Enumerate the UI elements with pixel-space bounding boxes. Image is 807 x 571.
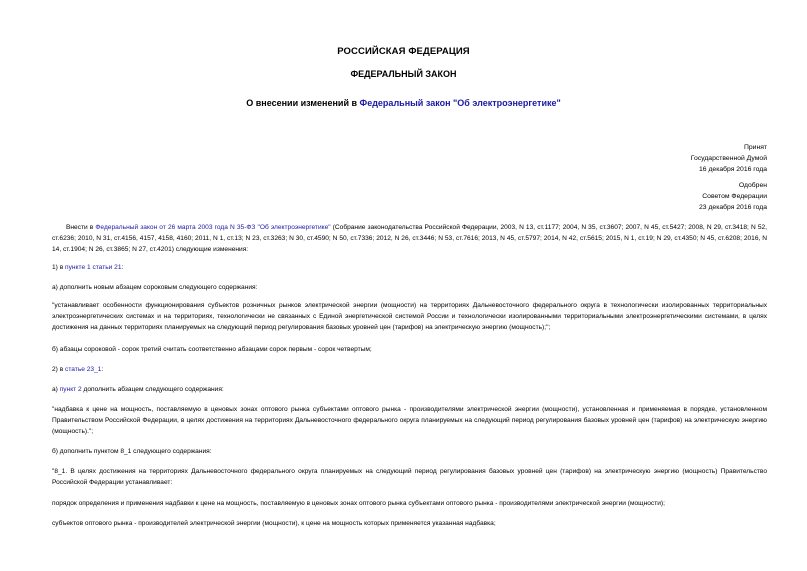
- item1a-paragraph: а) дополнить новым абзацем сороковым следующего содержания:: [52, 284, 258, 291]
- item1-prefix: 1) в: [52, 264, 66, 271]
- law-title-prefix: О внесении изменений в: [246, 98, 360, 108]
- adoption-duma-block: [567, 142, 767, 175]
- item2-suffix: :: [101, 366, 104, 373]
- item2-link[interactable]: статье 23_1: [65, 366, 102, 373]
- adoption-approved-date: 23 декабря 2016 года: [699, 204, 767, 211]
- law-type-heading: ФЕДЕРАЛЬНЫЙ ЗАКОН: [350, 69, 457, 79]
- item2-prefix: 2) в: [52, 366, 66, 373]
- adoption-accepted-body: Государственной Думой: [690, 155, 767, 162]
- item1a-quote-paragraph: "устанавливает особенности функционирования субъектов розничных рынков электрической энергии (мощности) на территориях Дальневосточного федерального округа в технологически изолированных территориальных электроэнергетических системах и на территориях, технологически не связанных с Единой энергетической системой России и технологически изолированными территориальными электроэнергетическими системами, в целях достижения на данных территориях планируемых на следующий период регулирования базовых уровней цен (тарифов) на электрическую энергию (мощность);";: [52, 302, 767, 331]
- item2b-paragraph: б) дополнить пунктом 8_1 следующего содержания:: [52, 448, 212, 455]
- subjects-paragraph: субъектов оптового рынка - производителей электрической энергии (мощности), к цене на мощность которых применяется указанная надбавка;: [52, 520, 496, 527]
- item2-paragraph: [52, 364, 767, 375]
- adoption-approved-body: Советом Федерации: [702, 193, 767, 200]
- item2a-quote-paragraph: "надбавка к цене на мощность, поставляемую в ценовых зонах оптового рынка субъектами оптового рынка - производителями электрической энергии (мощности), установленная и применяемая в порядке, установленном Правительством Российской Федерации, в целях достижения на территориях Дальневосточного федерального округа планируемых на следующий период регулирования базовых уровней цен (тарифов) на электрическую энергию (мощность).";: [52, 406, 767, 435]
- adoption-council-block: [567, 180, 767, 213]
- item2a-link[interactable]: пункт 2: [59, 386, 82, 393]
- item1-suffix: :: [121, 264, 124, 271]
- intro-prefix: Внести в: [66, 224, 96, 231]
- adoption-approved-label: Одобрен: [738, 182, 767, 189]
- order-paragraph: порядок определения и применения надбавки к цене на мощность, поставляемую в ценовых зонах оптового рынка субъектами оптового рынка - производителями электрической энергии (мощности);: [52, 500, 665, 507]
- intro-paragraph: [52, 222, 767, 255]
- adoption-accepted-label: Принят: [743, 144, 767, 151]
- law-title-link[interactable]: Федеральный закон "Об электроэнергетике": [359, 98, 561, 108]
- intro-rest: (Собрание законодательства Российской Федерации, 2003, N 13, ст.1177; 2004, N 35, ст.3607; 2007, N 45, ст.5427; 2008, N 29, ст.3418; N 52, ст.6236; 2010, N 31, ст.4156, 4157, 4158, 4160; 2011, N 1, ст.13; N 23, ст.3263; N 30, ст.4590; N 50, ст.7336; 2012, N 26, ст.3446; N 53, ст.7616; 2013, N 45, ст.5797; 2014, N 42, ст.5615; 2015, N 1, ст.19; N 29, ст.4350; N 45, ст.6208; 2016, N 14, ст.1904; N 26, ст.3865; N 27, ст.4201) следующие изменения:: [52, 224, 768, 253]
- item2a-rest: дополнить абзацем следующего содержания:: [81, 386, 224, 393]
- item1-paragraph: [52, 262, 767, 273]
- item1-link[interactable]: пункте 1 статьи 21: [65, 264, 122, 271]
- law-title: [0, 98, 807, 108]
- item2b-quote-paragraph: "8_1. В целях достижения на территориях Дальневосточного федерального округа планируемых на следующий период регулирования базовых уровней цен (тарифов) на электрическую энергию (мощность) Правительство Российской Федерации устанавливает:: [52, 468, 767, 486]
- adoption-accepted-date: 16 декабря 2016 года: [699, 166, 767, 173]
- country-heading: РОССИЙСКАЯ ФЕДЕРАЦИЯ: [337, 46, 470, 57]
- intro-law-link[interactable]: Федеральный закон от 26 марта 2003 года N 35-ФЗ "Об электроэнергетике": [95, 224, 331, 231]
- item2a-paragraph: [52, 384, 767, 395]
- item1b-paragraph: б) абзацы сороковой - сорок третий считать соответственно абзацами сорок первым - сорок четвертым;: [52, 346, 372, 353]
- item2a-prefix: а): [52, 386, 60, 393]
